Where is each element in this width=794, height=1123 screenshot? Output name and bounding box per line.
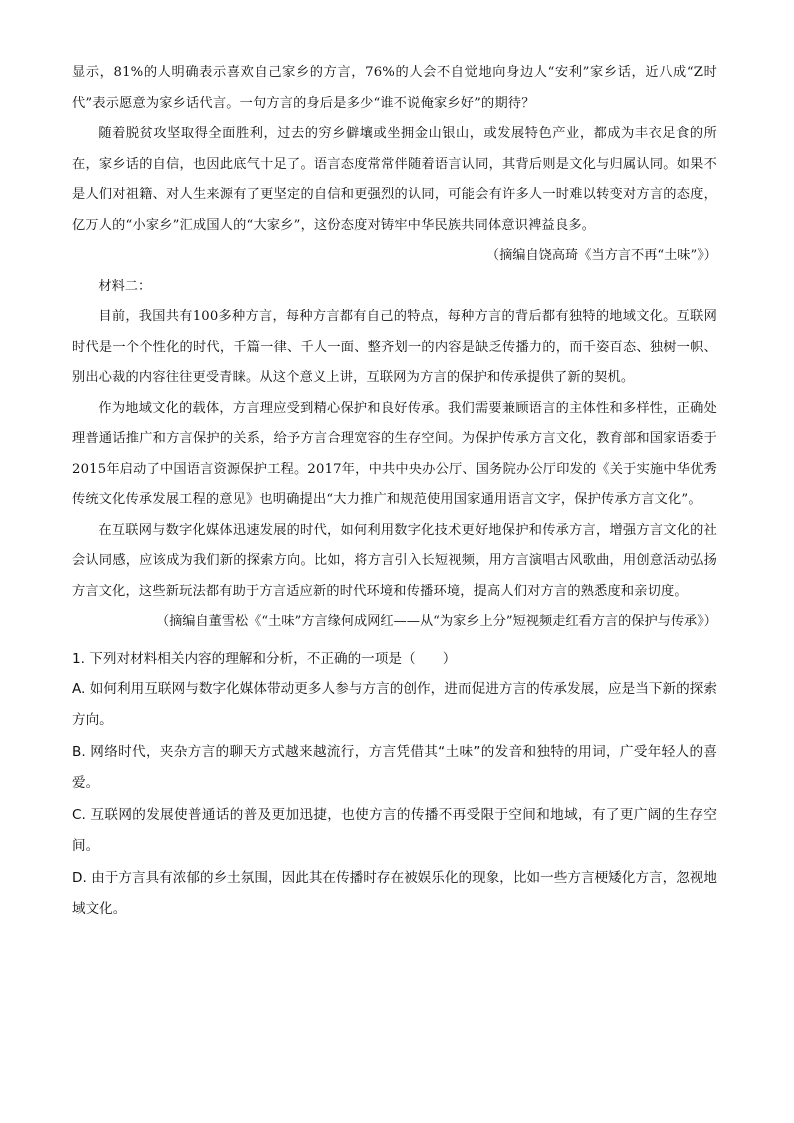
question-stem: 1. 下列对材料相关内容的理解和分析，不正确的一项是（ ） — [72, 650, 457, 667]
material2-heading: 材料二： — [98, 278, 152, 294]
material1-paragraph-2: 随着脱贫攻坚取得全面胜利，过去的穷乡僻壤或坐拥金山银山，或发展特色产业，都成为丰衣足食的所在，家乡话的自信，也因此底气十足了。语言态度常常伴随着语言认同，其背后则是文化与归属认同。如果不是人们对祖籍、对人生来源有了更坚定的自信和更强烈的认同，可能会有许多人一时难以转变对方言的态度，亿万人的“小家乡”汇成国人的“大家乡”，这份态度对铸牢中华民族共同体意识裨益良多。 — [72, 126, 717, 233]
material2-paragraph-1: 目前，我国共有100多种方言，每种方言都有自己的特点，每种方言的背后都有独特的地域文化。互联网时代是一个个性化的时代，千篇一律、千人一面、整齐划一的内容是缺乏传播力的，而千姿百态、独树一帜、别出心裁的内容往往更受青睐。从这个意义上讲，互联网为方言的保护和传承提供了新的契机。 — [72, 309, 717, 385]
material1-source: （摘编自饶高琦《当方言不再“土味”》） — [485, 248, 717, 263]
material1-paragraph-1: 显示，81%的人明确表示喜欢自己家乡的方言，76%的人会不自觉地向身边人“安利”家乡话，近八成“Z时代”表示愿意为家乡话代言。一句方言的身后是多少“谁不说俺家乡好”的期待？ — [72, 65, 717, 111]
option-a[interactable]: A. 如何利用互联网与数字化媒体带动更多人参与方言的创作，进而促进方言的传承发展，应是当下新的探索方向。 — [72, 681, 717, 728]
document-page — [72, 58, 717, 926]
option-d[interactable]: D. 由于方言具有浓郁的乡土氛围，因此其在传播时存在被娱乐化的现象，比如一些方言梗矮化方言，忽视地域文化。 — [72, 870, 717, 917]
option-c[interactable]: C. 互联网的发展使普通话的普及更加迅捷，也使方言的传播不再受限于空间和地域，有了更广阔的生存空间。 — [72, 807, 717, 854]
material2-paragraph-3: 在互联网与数字化媒体迅速发展的时代，如何利用数字化技术更好地保护和传承方言，增强方言文化的社会认同感，应该成为我们新的探索方向。比如，将方言引入长短视频，用方言演唱古风歌曲，用创意活动弘扬方言文化，这些新玩法都有助于方言适应新的时代环境和传播环境，提高人们对方言的熟悉度和亲切度。 — [72, 522, 717, 599]
option-b[interactable]: B. 网络时代，夹杂方言的聊天方式越来越流行，方言凭借其“土味”的发音和独特的用词，广受年轻人的喜爱。 — [72, 744, 717, 791]
material2-paragraph-2: 作为地域文化的载体，方言理应受到精心保护和良好传承。我们需要兼顾语言的主体性和多样性，正确处理普通话推广和方言保护的关系，给予方言合理宽容的生存空间。为保护传承方言文化，教育部和国家语委于2015年启动了中国语言资源保护工程。2017年，中共中央办公厅、国务院办公厅印发的《关于实施中华优秀传统文化传承发展工程的意见》也明确提出“大力推广和规范使用国家通用语言文字，保护传承方言文化”。 — [72, 400, 717, 507]
material2-source: （摘编自董雪松《“土味”方言缘何成网红——从“为家乡上分”短视频走红看方言的保护与传承》） — [155, 614, 717, 629]
question-1 — [72, 644, 717, 925]
